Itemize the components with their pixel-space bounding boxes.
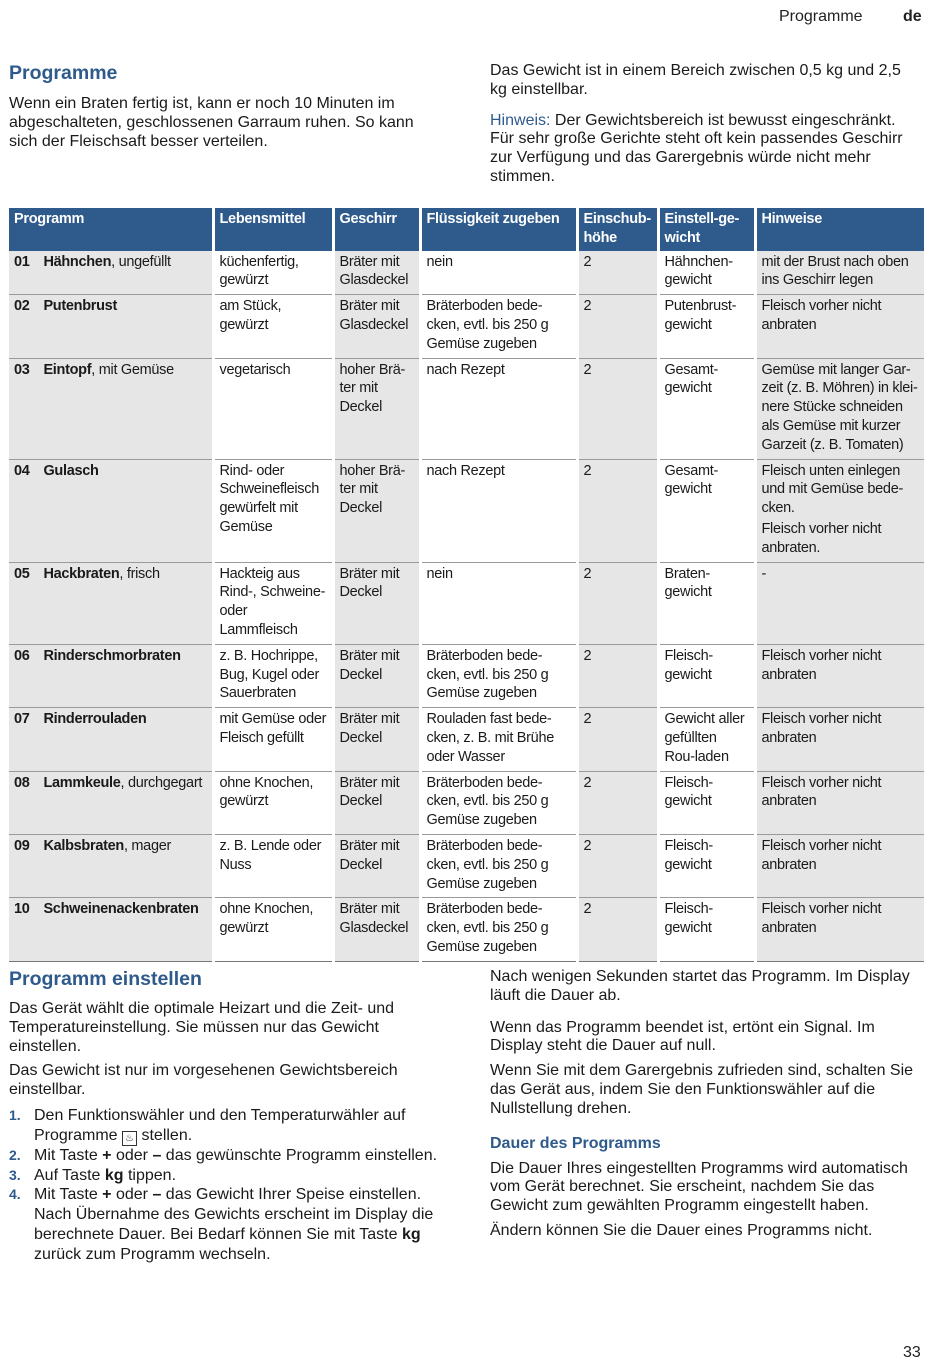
liquid-text: Bräterboden bede-cken, evtl. bis 250 g Gemüse zugeben bbox=[426, 837, 549, 892]
weight-setting-text: Fleisch-gewicht bbox=[664, 901, 713, 937]
shelf-level-text: 2 bbox=[583, 462, 592, 479]
cell-hinweise bbox=[755, 459, 924, 562]
cookware-text: Bräter mit Deckel bbox=[339, 837, 400, 873]
food-text: vegetarisch bbox=[219, 361, 291, 378]
step-2-text: Mit Taste bbox=[34, 1146, 103, 1164]
cell-einstellgewicht bbox=[658, 708, 755, 771]
food-text: Hackteig aus Rind-, Schweine- oder Lammfleisch bbox=[219, 565, 326, 638]
program-name: Putenbrust bbox=[43, 298, 117, 315]
cell-einschubhoehe bbox=[577, 295, 658, 358]
cookware-text: hoher Brä-ter mit Deckel bbox=[339, 462, 406, 517]
program-name: Rinderschmorbraten bbox=[43, 647, 181, 664]
program-name-suffix: , ungefüllt bbox=[111, 253, 171, 270]
header-einstellgewicht: Einstell-ge-wicht bbox=[658, 208, 755, 251]
shelf-level-text: 2 bbox=[583, 901, 592, 918]
step-3-number: 3. bbox=[9, 1166, 21, 1183]
cell-fluessigkeit bbox=[420, 898, 577, 961]
cell-hinweise bbox=[755, 898, 924, 961]
program-number: 01 bbox=[14, 253, 30, 270]
step-2 bbox=[9, 1146, 441, 1166]
duration-note-paragraph: Ändern können Sie die Dauer eines Programms nicht. bbox=[490, 1221, 873, 1239]
cell-geschirr bbox=[333, 771, 420, 834]
cookware-text: Bräter mit Glasdeckel bbox=[339, 298, 409, 333]
cell-hinweise bbox=[755, 834, 924, 897]
liquid-text: Bräterboden bede-cken, evtl. bis 250 g Gemüse zugeben bbox=[426, 774, 549, 829]
note-text: Fleisch vorher nicht anbraten bbox=[761, 298, 882, 333]
table-row bbox=[9, 708, 924, 771]
program-number: 08 bbox=[14, 774, 30, 791]
running-header-section: Programme bbox=[779, 8, 863, 25]
cell-einstellgewicht bbox=[658, 644, 755, 707]
program-number: 02 bbox=[14, 298, 30, 315]
cell-einschubhoehe bbox=[577, 358, 658, 459]
program-number: 10 bbox=[14, 901, 30, 918]
header-einschubhoehe: Einschub-höhe bbox=[577, 208, 658, 251]
plus-key-glyph: + bbox=[102, 1186, 112, 1204]
step-3-text: Auf Taste bbox=[34, 1166, 105, 1184]
cell-lebensmittel bbox=[213, 708, 333, 771]
step-3 bbox=[9, 1166, 441, 1186]
cell-geschirr bbox=[333, 898, 420, 961]
weight-setting-text: Fleisch-gewicht bbox=[664, 647, 713, 683]
cell-hinweise bbox=[755, 771, 924, 834]
cell-hinweise bbox=[755, 358, 924, 459]
liquid-text: Rouladen fast bede-cken, z. B. mit Brühe oder Wasser bbox=[426, 711, 554, 765]
program-name: Kalbsbraten bbox=[43, 837, 124, 854]
cell-einschubhoehe bbox=[577, 562, 658, 644]
program-name: Rinderrouladen bbox=[43, 711, 147, 728]
cell-geschirr bbox=[333, 251, 420, 295]
note-text: Fleisch vorher nicht anbraten bbox=[761, 711, 882, 746]
program-name: Hackbraten bbox=[43, 565, 120, 582]
cell-programm bbox=[9, 251, 213, 295]
shelf-level-text: 2 bbox=[583, 837, 592, 854]
cell-hinweise bbox=[755, 562, 924, 644]
cell-fluessigkeit bbox=[420, 562, 577, 644]
weight-setting-text: Fleisch-gewicht bbox=[664, 837, 713, 873]
program-name-suffix: , durchgegart bbox=[120, 774, 203, 791]
cell-geschirr bbox=[333, 358, 420, 459]
note-text: Fleisch vorher nicht anbraten bbox=[761, 901, 882, 937]
step-4-number: 4. bbox=[9, 1186, 21, 1203]
cell-einschubhoehe bbox=[577, 771, 658, 834]
header-lebensmittel: Lebensmittel bbox=[213, 208, 333, 251]
cell-programm bbox=[9, 898, 213, 961]
table-row bbox=[9, 771, 924, 834]
cell-einstellgewicht bbox=[658, 834, 755, 897]
program-name: Gulasch bbox=[43, 462, 99, 479]
note-text: mit der Brust nach oben ins Geschirr legen bbox=[761, 253, 909, 289]
cookware-text: Bräter mit Glasdeckel bbox=[339, 901, 409, 937]
cookware-text: hoher Brä-ter mit Deckel bbox=[339, 361, 406, 416]
cell-hinweise bbox=[755, 251, 924, 295]
hint-label: Hinweis: bbox=[490, 111, 551, 129]
start-paragraph: Nach wenigen Sekunden startet das Programm. Im Display läuft die Dauer ab. bbox=[490, 968, 910, 1004]
liquid-text: nein bbox=[426, 565, 453, 582]
cell-lebensmittel bbox=[213, 898, 333, 961]
header-hinweise: Hinweise bbox=[755, 208, 924, 251]
table-header-row bbox=[9, 208, 924, 251]
table-row bbox=[9, 644, 924, 707]
cell-programm bbox=[9, 771, 213, 834]
note-text: Fleisch vorher nicht anbraten bbox=[761, 774, 882, 810]
cell-fluessigkeit bbox=[420, 295, 577, 358]
note-text: Fleisch vorher nicht anbraten. bbox=[761, 520, 882, 556]
cell-einstellgewicht bbox=[658, 771, 755, 834]
cell-hinweise bbox=[755, 708, 924, 771]
cell-programm bbox=[9, 562, 213, 644]
cell-lebensmittel bbox=[213, 562, 333, 644]
cell-geschirr bbox=[333, 834, 420, 897]
cookware-text: Bräter mit Deckel bbox=[339, 565, 400, 601]
cell-einstellgewicht bbox=[658, 898, 755, 961]
program-name-suffix: , mit Gemüse bbox=[91, 361, 174, 378]
step-2-number: 2. bbox=[9, 1146, 21, 1163]
cookware-text: Bräter mit Deckel bbox=[339, 774, 400, 810]
page-number: 33 bbox=[903, 1344, 921, 1361]
cell-einschubhoehe bbox=[577, 898, 658, 961]
cell-einstellgewicht bbox=[658, 358, 755, 459]
liquid-text: nach Rezept bbox=[426, 462, 505, 479]
settings-paragraph-2: Das Gewicht ist nur im vorgesehenen Gewichtsbereich einstellbar. bbox=[9, 1062, 398, 1099]
food-text: ohne Knochen, gewürzt bbox=[219, 774, 314, 810]
food-text: z. B. Hochrippe, Bug, Kugel oder Sauerbraten bbox=[219, 647, 319, 702]
cell-einschubhoehe bbox=[577, 834, 658, 897]
step-3-text-end: tippen. bbox=[123, 1166, 177, 1184]
step-2-text-end: das gewünschte Programm einstellen. bbox=[161, 1146, 438, 1164]
shelf-level-text: 2 bbox=[583, 298, 592, 315]
food-text: mit Gemüse oder Fleisch gefüllt bbox=[219, 711, 327, 746]
kg-key-glyph: kg bbox=[104, 1166, 124, 1184]
cell-lebensmittel bbox=[213, 771, 333, 834]
table-row bbox=[9, 295, 924, 358]
step-4-result-text: Nach Übernahme des Gewichts erscheint im Display die berechnete Dauer. Bei Bedarf können Sie mit Taste bbox=[34, 1206, 434, 1243]
weight-setting-text: Gesamt-gewicht bbox=[664, 361, 718, 397]
step-2-or: oder bbox=[111, 1146, 153, 1164]
cookware-text: Bräter mit Deckel bbox=[339, 711, 400, 746]
cell-geschirr bbox=[333, 295, 420, 358]
cell-fluessigkeit bbox=[420, 459, 577, 562]
program-name: Lammkeule bbox=[43, 774, 121, 791]
liquid-text: Bräterboden bede-cken, evtl. bis 250 g Gemüse zugeben bbox=[426, 298, 549, 352]
liquid-text: nein bbox=[426, 253, 453, 270]
cell-geschirr bbox=[333, 562, 420, 644]
step-1-number: 1. bbox=[9, 1106, 21, 1123]
cell-einstellgewicht bbox=[658, 295, 755, 358]
cell-lebensmittel bbox=[213, 358, 333, 459]
program-name-suffix: , frisch bbox=[119, 565, 160, 582]
cell-programm bbox=[9, 644, 213, 707]
cell-lebensmittel bbox=[213, 834, 333, 897]
liquid-text: Bräterboden bede-cken, evtl. bis 250 g Gemüse zugeben bbox=[426, 647, 549, 702]
step-4-result-end: zurück zum Programm wechseln. bbox=[34, 1245, 271, 1263]
shelf-level-text: 2 bbox=[583, 647, 592, 664]
cookware-text: Bräter mit Glasdeckel bbox=[339, 253, 409, 289]
cell-geschirr bbox=[333, 644, 420, 707]
shelf-level-text: 2 bbox=[583, 711, 592, 728]
step-1-text: Den Funktionswähler und den Temperaturwähler auf Programme bbox=[34, 1106, 406, 1144]
intro-paragraph: Wenn ein Braten fertig ist, kann er noch 10 Minuten im abgeschalteten, geschlossenen Garraum ruhen. So kann sich der Fleischsaft besser verteilen. bbox=[9, 95, 414, 150]
table-row bbox=[9, 562, 924, 644]
cell-geschirr bbox=[333, 708, 420, 771]
program-number: 05 bbox=[14, 565, 30, 582]
weight-setting-text: Gewicht aller gefüllten Rou-laden bbox=[664, 711, 745, 765]
table-row bbox=[9, 358, 924, 459]
food-text: küchenfertig, gewürzt bbox=[219, 253, 299, 289]
section-title-programm-einstellen: Programm einstellen bbox=[9, 968, 202, 990]
program-name-suffix: , mager bbox=[123, 837, 171, 854]
cell-geschirr bbox=[333, 459, 420, 562]
cell-programm bbox=[9, 295, 213, 358]
program-duration-column bbox=[490, 968, 922, 1241]
cell-fluessigkeit bbox=[420, 834, 577, 897]
cell-programm bbox=[9, 834, 213, 897]
cell-programm bbox=[9, 459, 213, 562]
cell-einschubhoehe bbox=[577, 644, 658, 707]
program-number: 04 bbox=[14, 462, 30, 479]
cell-einschubhoehe bbox=[577, 459, 658, 562]
oven-program-icon: ♨ bbox=[122, 1131, 137, 1146]
hint-text: Der Gewichtsbereich ist bewusst eingeschränkt. Für sehr große Gerichte steht oft kein passendes Geschirr zur Verfügung und das Garergebnis würde nicht mehr stimmen. bbox=[490, 111, 903, 185]
weight-setting-text: Putenbrust-gewicht bbox=[664, 298, 737, 333]
intro-left-column bbox=[9, 62, 441, 151]
cell-fluessigkeit bbox=[420, 771, 577, 834]
step-1-text-end: stellen. bbox=[137, 1126, 193, 1144]
program-number: 09 bbox=[14, 837, 30, 854]
cell-lebensmittel bbox=[213, 295, 333, 358]
step-4 bbox=[9, 1185, 441, 1264]
step-4-text: Mit Taste bbox=[34, 1186, 103, 1204]
end-signal-paragraph: Wenn das Programm beendet ist, ertönt ein Signal. Im Display steht die Dauer auf null. bbox=[490, 1018, 875, 1055]
table-row bbox=[9, 898, 924, 961]
food-text: z. B. Lende oder Nuss bbox=[219, 837, 322, 873]
minus-key-glyph: – bbox=[152, 1186, 162, 1204]
cell-programm bbox=[9, 708, 213, 771]
shelf-level-text: 2 bbox=[583, 774, 592, 791]
cell-programm bbox=[9, 358, 213, 459]
switch-off-paragraph: Wenn Sie mit dem Garergebnis zufrieden sind, schalten Sie das Gerät aus, indem Sie den Funktionswähler auf die Nullstellung drehen. bbox=[490, 1062, 914, 1117]
cell-hinweise bbox=[755, 295, 924, 358]
weight-setting-text: Fleisch-gewicht bbox=[664, 774, 713, 810]
header-programm: Programm bbox=[9, 208, 213, 251]
step-4-text-mid: das Gewicht Ihrer Speise einstellen. bbox=[161, 1186, 422, 1204]
header-fluessigkeit: Flüssigkeit zugeben bbox=[420, 208, 577, 251]
cell-lebensmittel bbox=[213, 644, 333, 707]
section-title-programme: Programme bbox=[9, 62, 118, 84]
weight-setting-text: Braten-gewicht bbox=[664, 565, 712, 601]
program-settings-column bbox=[9, 968, 441, 1265]
cell-fluessigkeit bbox=[420, 644, 577, 707]
cell-fluessigkeit bbox=[420, 358, 577, 459]
header-geschirr: Geschirr bbox=[333, 208, 420, 251]
hint-paragraph bbox=[490, 112, 922, 187]
cell-einschubhoehe bbox=[577, 708, 658, 771]
table-row bbox=[9, 251, 924, 295]
settings-steps-list bbox=[9, 1106, 441, 1265]
program-table-body bbox=[9, 251, 924, 962]
cell-fluessigkeit bbox=[420, 251, 577, 295]
cell-einstellgewicht bbox=[658, 562, 755, 644]
liquid-text: Bräterboden bede-cken, evtl. bis 250 g Gemüse zugeben bbox=[426, 901, 549, 955]
food-text: Rind- oder Schweinefleisch gewürfelt mit Gemüse bbox=[219, 462, 319, 535]
plus-key-glyph: + bbox=[102, 1146, 112, 1164]
weight-range-paragraph: Das Gewicht ist in einem Bereich zwischen 0,5 kg und 2,5 kg einstellbar. bbox=[490, 62, 901, 98]
weight-setting-text: Hähnchen-gewicht bbox=[664, 253, 733, 289]
table-row bbox=[9, 834, 924, 897]
cell-einstellgewicht bbox=[658, 459, 755, 562]
note-text: Fleisch vorher nicht anbraten bbox=[761, 837, 882, 873]
food-text: ohne Knochen, gewürzt bbox=[219, 901, 314, 937]
program-number: 06 bbox=[14, 647, 30, 664]
program-name: Hähnchen bbox=[43, 253, 112, 270]
shelf-level-text: 2 bbox=[583, 565, 592, 582]
shelf-level-text: 2 bbox=[583, 361, 592, 378]
cell-einstellgewicht bbox=[658, 251, 755, 295]
step-1 bbox=[9, 1106, 441, 1146]
minus-key-glyph: – bbox=[152, 1146, 162, 1164]
cell-hinweise bbox=[755, 644, 924, 707]
running-header-language: de bbox=[903, 8, 922, 25]
table-row bbox=[9, 459, 924, 562]
cell-einschubhoehe bbox=[577, 251, 658, 295]
shelf-level-text: 2 bbox=[583, 253, 592, 270]
program-table bbox=[9, 208, 924, 962]
liquid-text: nach Rezept bbox=[426, 361, 505, 378]
cell-lebensmittel bbox=[213, 251, 333, 295]
note-text: Fleisch unten einlegen und mit Gemüse bede-cken. bbox=[761, 462, 903, 517]
food-text: am Stück, gewürzt bbox=[219, 298, 282, 333]
program-number: 03 bbox=[14, 361, 30, 378]
program-number: 07 bbox=[14, 711, 30, 728]
settings-paragraph-1: Das Gerät wählt die optimale Heizart und die Zeit- und Temperatureinstellung. Sie müssen nur das Gewicht einstellen. bbox=[9, 1000, 395, 1055]
cell-lebensmittel bbox=[213, 459, 333, 562]
program-name: Schweinenackenbraten bbox=[43, 901, 199, 918]
duration-paragraph: Die Dauer Ihres eingestellten Programms wird automatisch vom Gerät berechnet. Sie erscheint, nachdem Sie das Gewicht zum gewählten Programm eingestellt haben. bbox=[490, 1159, 908, 1215]
note-text: Gemüse mit langer Gar-zeit (z. B. Möhren) in klei-nere Stücke schneiden als Gemüse mit kurzer Garzeit (z. B. Tomaten) bbox=[761, 361, 918, 453]
subsection-title-dauer: Dauer des Programms bbox=[490, 1134, 661, 1152]
program-name: Eintopf bbox=[43, 361, 92, 378]
note-text: Fleisch vorher nicht anbraten bbox=[761, 647, 882, 683]
kg-key-glyph: kg bbox=[401, 1225, 421, 1243]
cell-fluessigkeit bbox=[420, 708, 577, 771]
cookware-text: Bräter mit Deckel bbox=[339, 647, 400, 683]
intro-right-column bbox=[490, 62, 922, 187]
note-text: - bbox=[761, 565, 767, 582]
step-4-or: oder bbox=[111, 1186, 153, 1204]
weight-setting-text: Gesamt-gewicht bbox=[664, 462, 718, 498]
